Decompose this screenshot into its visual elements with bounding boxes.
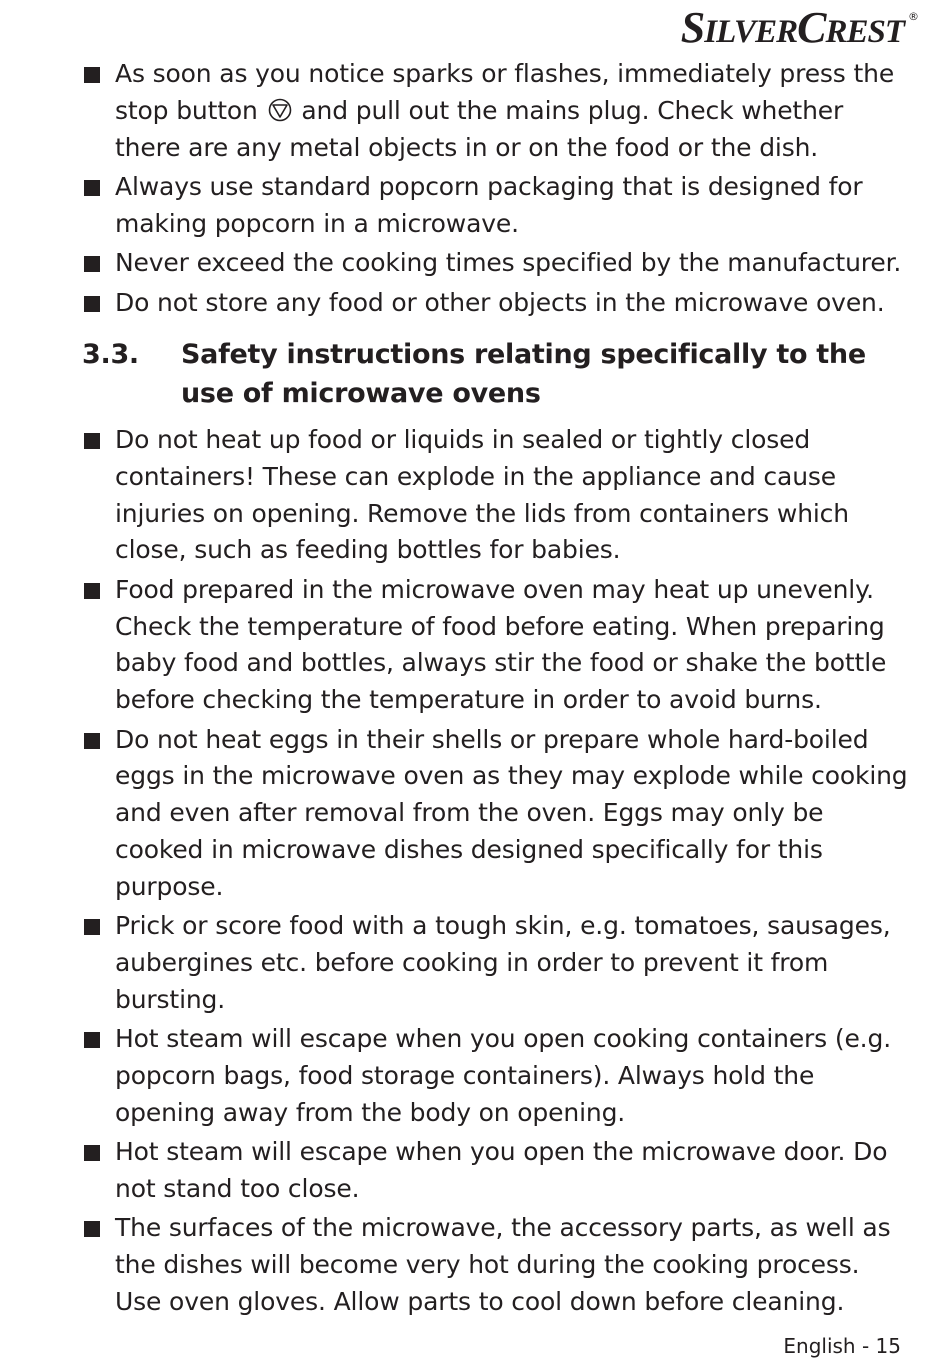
- square-bullet-icon: [84, 1221, 100, 1237]
- section-number: 3.3.: [82, 339, 139, 370]
- list-item-text: and pull out the mains plug. Check whether there are any metal objects in or on the food or the dish.: [115, 95, 844, 162]
- square-bullet-icon: [84, 733, 100, 749]
- list-item: [82, 1210, 912, 1320]
- list-item: [82, 908, 912, 1018]
- list-item: [82, 422, 912, 569]
- list-item-text: The surfaces of the microwave, the accessory parts, as well as the dishes will become very hot during the cooking process. Use oven gloves. Allow parts to cool down before cleaning.: [115, 1213, 891, 1316]
- safety-list-main: [82, 422, 912, 1323]
- square-bullet-icon: [84, 256, 100, 272]
- stop-button-icon: [268, 98, 292, 122]
- list-item-text: Do not store any food or other objects in the microwave oven.: [115, 287, 885, 317]
- list-item-text: Hot steam will escape when you open cooking containers (e.g. popcorn bags, food storage containers). Always hold the opening away from the body on opening.: [115, 1024, 891, 1127]
- square-bullet-icon: [84, 67, 100, 83]
- list-item-text: Do not heat up food or liquids in sealed or tightly closed containers! These can explode in the appliance and cause injuries on opening. Remove the lids from containers which close, such as feeding bottles for babies.: [115, 425, 849, 565]
- list-item-text: Never exceed the cooking times specified by the manufacturer.: [115, 248, 902, 278]
- brand-logo: [680, 2, 918, 53]
- square-bullet-icon: [84, 296, 100, 312]
- brand-letter: C: [797, 3, 826, 52]
- list-item: [82, 722, 912, 906]
- list-item-text: Hot steam will escape when you open the microwave door. Do not stand too close.: [115, 1137, 888, 1203]
- square-bullet-icon: [84, 1032, 100, 1048]
- list-item-text: Do not heat eggs in their shells or prepare whole hard-boiled eggs in the microwave oven as they may explode while cooking and even after removal from the oven. Eggs may only be cooked in microwave dishes designed specifically for this purpose.: [115, 724, 908, 901]
- brand-letter: S: [680, 3, 705, 52]
- square-bullet-icon: [84, 433, 100, 449]
- safety-list-top: [82, 56, 912, 324]
- square-bullet-icon: [84, 1145, 100, 1161]
- list-item: [82, 169, 912, 243]
- list-item-text: As soon as you notice sparks or flashes, immediately press the stop button: [115, 59, 895, 125]
- section-heading: [82, 335, 912, 413]
- list-item: [82, 1021, 912, 1131]
- list-item: [82, 285, 912, 322]
- registered-mark: ®: [908, 10, 918, 23]
- brand-letters: REST: [825, 14, 904, 50]
- list-item-text: Prick or score food with a tough skin, e.g. tomatoes, sausages, aubergines etc. before cooking in order to prevent it from bursting.: [115, 911, 891, 1014]
- section-title: Safety instructions relating specifically to the use of microwave ovens: [181, 339, 866, 409]
- brand-letters: ILVER: [704, 14, 798, 50]
- square-bullet-icon: [84, 180, 100, 196]
- page-number: English - 15: [783, 1334, 901, 1358]
- square-bullet-icon: [84, 919, 100, 935]
- list-item: [82, 56, 912, 166]
- list-item: [82, 572, 912, 719]
- list-item-text: Food prepared in the microwave oven may heat up unevenly. Check the temperature of food before eating. When preparing baby food and bottles, always stir the food or shake the bottle before checking the temperature in order to avoid burns.: [115, 574, 887, 715]
- list-item-text: Always use standard popcorn packaging that is designed for making popcorn in a microwave.: [115, 171, 863, 238]
- square-bullet-icon: [84, 583, 100, 599]
- list-item: [82, 245, 912, 282]
- list-item: [82, 1134, 912, 1208]
